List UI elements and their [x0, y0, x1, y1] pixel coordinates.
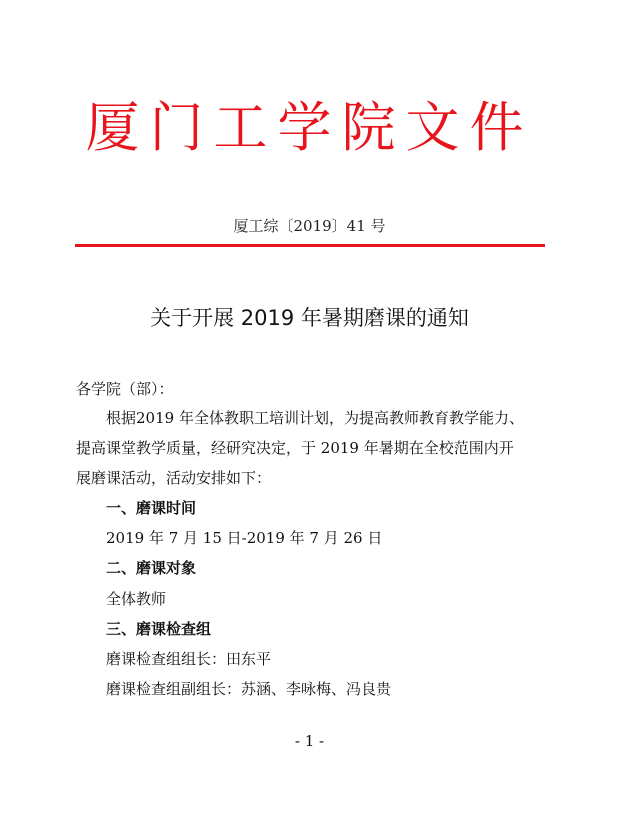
page-number: - 1 - [294, 732, 325, 750]
section-line-group-deputy: 磨课检查组副组长：苏涵、李咏梅、冯良贵 [106, 680, 392, 698]
document-number: 厦工综〔2019〕41 号 [233, 217, 386, 235]
section-heading-time: 一、磨课时间 [106, 499, 197, 517]
section-line-time: 2019 年 7 月 15 日-2019 年 7 月 26 日 [106, 529, 383, 547]
notice-title: 关于开展 2019 年暑期磨课的通知 [150, 306, 469, 330]
section-line-group-leader: 磨课检查组组长：田东平 [106, 650, 272, 668]
section-line-target: 全体教师 [106, 590, 167, 608]
section-heading-group: 三、磨课检查组 [106, 620, 212, 638]
intro-line-2: 提高课堂教学质量，经研究决定，于 2019 年暑期在全校范围内开 [76, 439, 514, 457]
document-header-title: 厦门工学院文件 [85, 96, 534, 159]
red-divider-rule [75, 244, 545, 247]
intro-line-1: 根据2019 年全体教职工培训计划，为提高教师教育教学能力、 [106, 409, 524, 427]
section-heading-target: 二、磨课对象 [106, 559, 197, 577]
intro-line-3: 展磨课活动，活动安排如下： [76, 469, 272, 487]
salutation: 各学院（部）： [76, 380, 174, 398]
